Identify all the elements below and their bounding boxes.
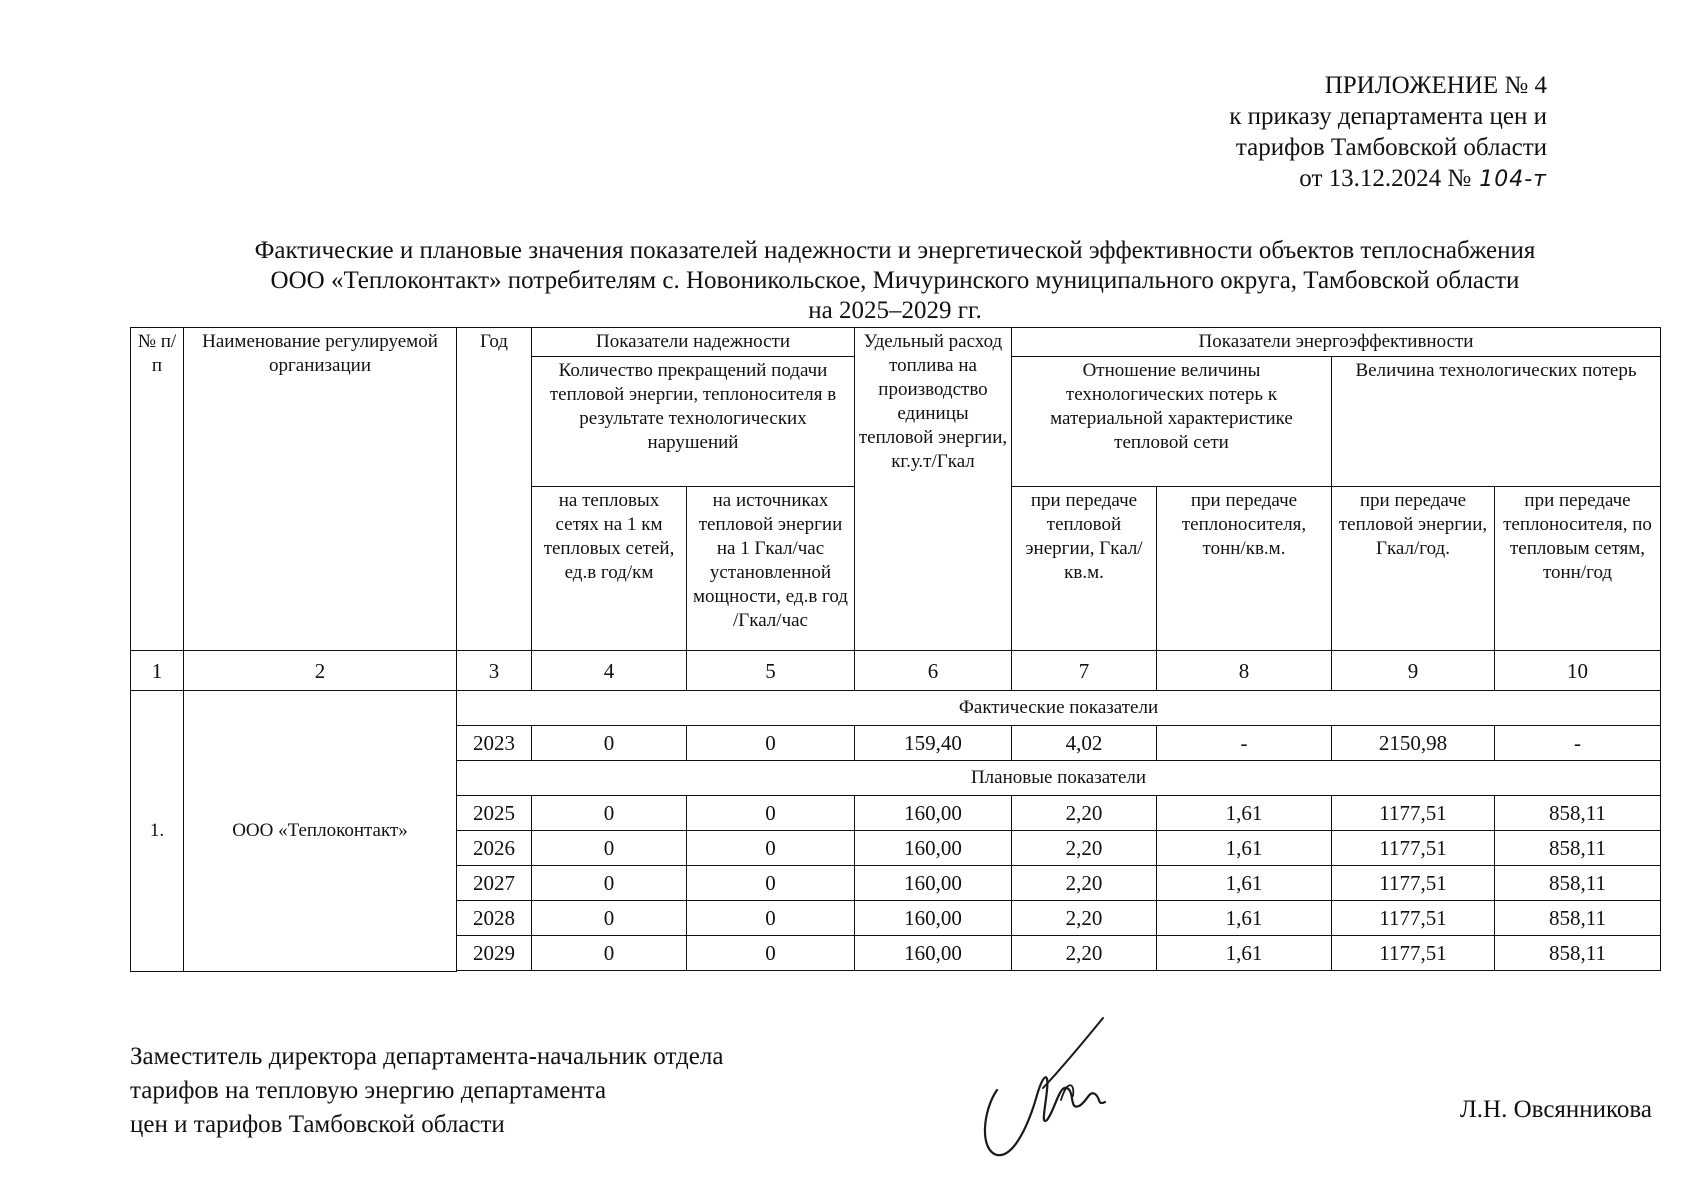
cell-on-sources: 0: [687, 726, 855, 761]
appendix-date-line: [1229, 163, 1547, 195]
header-fuel: Удельный расход топлива на производство единицы тепловой энергии, кг.у.т/Гкал: [855, 328, 1012, 651]
cell-ratio-heat: 4,02: [1012, 726, 1157, 761]
cell-ratio-heat: 2,20: [1012, 866, 1157, 901]
cell-ratio-carrier: 1,61: [1157, 796, 1332, 831]
cell-loss-heat: 1177,51: [1332, 866, 1495, 901]
document-title: [130, 236, 1660, 326]
cell-ratio-heat: 2,20: [1012, 796, 1157, 831]
section-planned: Плановые показатели: [457, 761, 1661, 796]
cell-loss-carrier: -: [1495, 726, 1661, 761]
appendix-line-2: тарифов Тамбовской области: [1235, 134, 1547, 161]
cell-on-sources: 0: [687, 936, 855, 971]
header-ratio: Отношение величины технологических потерь к материальной характеристике тепловой сети: [1012, 357, 1332, 487]
row-number: 1.: [131, 691, 184, 972]
cell-loss-carrier: 858,11: [1495, 796, 1661, 831]
cell-ratio-carrier: 1,61: [1157, 901, 1332, 936]
signer-name: Л.Н. Овсянникова: [1459, 1096, 1652, 1123]
appendix-title: ПРИЛОЖЕНИЕ № 4: [1324, 72, 1547, 99]
cell-loss-carrier: 858,11: [1495, 936, 1661, 971]
cell-ratio-heat: 2,20: [1012, 936, 1157, 971]
cell-year: 2023: [457, 726, 532, 761]
col-number: 5: [687, 651, 855, 691]
cell-fuel: 160,00: [855, 866, 1012, 901]
cell-on-networks: 0: [532, 796, 687, 831]
table-body: [131, 691, 1661, 972]
cell-on-sources: 0: [687, 796, 855, 831]
col-number: 6: [855, 651, 1012, 691]
cell-fuel: 160,00: [855, 936, 1012, 971]
cell-ratio-carrier: 1,61: [1157, 831, 1332, 866]
header-interruptions: Количество прекращений подачи тепловой энергии, теплоносителя в результате технологических нарушений: [532, 357, 855, 487]
cell-on-networks: 0: [532, 831, 687, 866]
cell-year: 2029: [457, 936, 532, 971]
cell-on-sources: 0: [687, 866, 855, 901]
header-year: Год: [457, 328, 532, 651]
header-ratio-heat: при передаче тепловой энергии, Гкал/кв.м.: [1012, 487, 1157, 651]
cell-fuel: 159,40: [855, 726, 1012, 761]
signatory-position: [130, 1040, 723, 1142]
header-loss-heat: при передаче тепловой энергии, Гкал/год.: [1332, 487, 1495, 651]
cell-ratio-carrier: -: [1157, 726, 1332, 761]
organization-name: ООО «Теплоконтакт»: [184, 691, 457, 972]
cell-loss-heat: 1177,51: [1332, 901, 1495, 936]
header-loss-carrier: при передаче теплоносителя, по тепловым сетям, тонн/год: [1495, 487, 1661, 651]
cell-year: 2026: [457, 831, 532, 866]
cell-fuel: 160,00: [855, 796, 1012, 831]
title-line-1: Фактические и плановые значения показателей надежности и энергетической эффективности объектов теплоснабжения: [254, 237, 1536, 264]
cell-ratio-carrier: 1,61: [1157, 866, 1332, 901]
appendix-date: от 13.12.2024 №: [1299, 165, 1472, 192]
cell-loss-heat: 1177,51: [1332, 936, 1495, 971]
title-line-2: ООО «Теплоконтакт» потребителям с. Новоникольское, Мичуринского муниципального округа, Тамбовской области: [270, 267, 1520, 294]
cell-on-networks: 0: [532, 726, 687, 761]
cell-ratio-heat: 2,20: [1012, 901, 1157, 936]
cell-year: 2027: [457, 866, 532, 901]
cell-loss-carrier: 858,11: [1495, 901, 1661, 936]
cell-loss-heat: 2150,98: [1332, 726, 1495, 761]
col-number: 3: [457, 651, 532, 691]
cell-on-networks: 0: [532, 866, 687, 901]
cell-loss-heat: 1177,51: [1332, 831, 1495, 866]
cell-ratio-heat: 2,20: [1012, 831, 1157, 866]
appendix-header: [1229, 70, 1547, 195]
order-number: 104-т: [1479, 167, 1547, 192]
cell-loss-carrier: 858,11: [1495, 831, 1661, 866]
cell-fuel: 160,00: [855, 831, 1012, 866]
col-number: 4: [532, 651, 687, 691]
header-org: Наименование регулируемой организации: [184, 328, 457, 651]
cell-ratio-carrier: 1,61: [1157, 936, 1332, 971]
col-number: 2: [184, 651, 457, 691]
header-on-networks: на тепловых сетях на 1 км тепловых сетей, ед.в год/км: [532, 487, 687, 651]
header-reliability: Показатели надежности: [532, 328, 855, 357]
title-line-3: на 2025–2029 гг.: [808, 297, 982, 324]
cell-loss-carrier: 858,11: [1495, 866, 1661, 901]
cell-on-networks: 0: [532, 901, 687, 936]
signature-icon: [975, 1010, 1145, 1160]
col-number: 9: [1332, 651, 1495, 691]
col-number: 7: [1012, 651, 1157, 691]
cell-fuel: 160,00: [855, 901, 1012, 936]
col-number: 1: [131, 651, 184, 691]
cell-on-sources: 0: [687, 831, 855, 866]
position-line-2: тарифов на тепловую энергию департамента: [130, 1077, 607, 1104]
header-on-sources: на источниках тепловой энергии на 1 Гкал/час установленной мощности, ед.в год /Гкал/час: [687, 487, 855, 651]
header-losses: Величина технологических потерь: [1332, 357, 1661, 487]
col-number: 10: [1495, 651, 1661, 691]
section-actual: Фактические показатели: [457, 691, 1661, 726]
cell-on-networks: 0: [532, 936, 687, 971]
position-line-3: цен и тарифов Тамбовской области: [130, 1111, 505, 1138]
header-num: № п/п: [131, 328, 184, 651]
indicators-table: [130, 327, 1661, 972]
cell-year: 2028: [457, 901, 532, 936]
cell-year: 2025: [457, 796, 532, 831]
appendix-line-1: к приказу департамента цен и: [1229, 103, 1547, 130]
cell-on-sources: 0: [687, 901, 855, 936]
header-efficiency: Показатели энергоэффективности: [1012, 328, 1661, 357]
position-line-1: Заместитель директора департамента-начальник отдела: [130, 1043, 724, 1070]
col-number: 8: [1157, 651, 1332, 691]
header-ratio-carrier: при передаче теплоносителя, тонн/кв.м.: [1157, 487, 1332, 651]
cell-loss-heat: 1177,51: [1332, 796, 1495, 831]
table-header: [131, 328, 1661, 691]
